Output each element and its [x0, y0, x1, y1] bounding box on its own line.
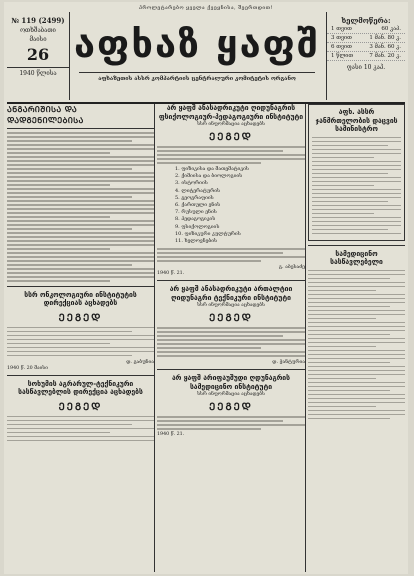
subscription-row: 1 წლით 7 მან. 20 კ. — [327, 52, 405, 61]
notice-signature: გ. აბესაძე — [279, 264, 305, 271]
issue-month: მაისი — [29, 36, 47, 43]
notice-heading: აფხ. ასსრ ჯანმრთელობის დაცვის სამინისტრო — [315, 108, 398, 133]
section-rule — [7, 375, 154, 376]
list-item: 9. ფსიქოლოგიის — [175, 223, 220, 230]
notice-date: 1940 წ. 20 მაისი — [7, 365, 48, 371]
list-item: 5. გეოგრაფიის — [175, 194, 214, 201]
issue-weekday: ოთხშაბათი — [20, 27, 56, 34]
slogan: პროლეტარებო ყველა ქვეყნისა, შეერთდით! — [138, 5, 273, 11]
right-column — [308, 104, 405, 422]
notice-title: ᲔᲔᲒᲔᲓ — [58, 401, 103, 413]
notice-date: 1940 წ. 21. — [157, 432, 185, 438]
subscription-row: 6 თვით 3 მან. 60 კ. — [327, 43, 405, 52]
text-block — [7, 416, 154, 442]
notice-heading: არ ყაფშ ანასადრიკუტი ღიდუნაგრის ფსიქოლოგიურ-პედაგოგიური ინსტიტუტი — [158, 104, 304, 121]
notice-heading: სსრ ონკოლოგიური ინსტიტუტის დირექციას აცხადებს — [24, 290, 137, 307]
left-band-heading: ᲐᲜᲒᲐᲠᲘᲨᲘᲡᲐ ᲓᲐ ᲓᲐᲓᲒᲔᲜᲘᲚᲔᲑᲘᲡᲐ — [7, 104, 154, 129]
list-item: 10. ფიზიკური კულტურის — [175, 230, 241, 237]
text-block — [157, 248, 305, 262]
notice-note: სსრ ინფორმაცია აცხადებს — [197, 303, 265, 309]
right-notice-box — [308, 104, 405, 241]
notice-signature: დ. გაბუნია — [126, 358, 154, 365]
price-footer: ფასი 10 კაპ. — [346, 64, 386, 71]
issue-number: № 119 (2499) — [11, 16, 65, 25]
text-block — [312, 137, 401, 235]
masthead — [7, 12, 405, 104]
notice-heading: არ ყაფშ არიფაუშუდი ღდუნაგრის სამედიცინო ინსტიტუტი — [171, 374, 290, 391]
list-item: 6. ქართული ენის — [175, 202, 221, 209]
list-item: 8. პედაგოგიკის — [175, 216, 216, 223]
list-item: 11. ხელოვნების — [175, 238, 218, 245]
notice-date: 1940 წ. 21. — [157, 271, 185, 277]
list-item: 4. ლიტერატურის — [175, 187, 221, 194]
text-block — [157, 416, 305, 430]
notice-title: ᲔᲔᲒᲔᲓ — [209, 313, 253, 325]
section-rule — [308, 245, 405, 246]
newspaper-page — [4, 2, 408, 574]
title-block — [73, 12, 321, 100]
newspaper-title: აფხაზ ყაფშ — [73, 22, 321, 66]
notice-title: ᲔᲔᲒᲔᲓ — [209, 132, 253, 143]
subscription-row: 3 თვით 1 მან. 80 კ. — [327, 34, 405, 43]
notice-heading: არ ყაფშ ანასადრიკუტი ართალტიი ღიდუნაგრი ტექნიკური ინსტიტუტი — [169, 285, 293, 302]
section-rule — [7, 286, 154, 287]
text-block — [308, 270, 405, 420]
notice-signature: დ. ჭანტურია — [272, 359, 305, 366]
notice-note: სსრ ინფორმაცია აცხადებს — [197, 392, 265, 398]
notice-note: სსრ ინფორმაცია აცხადებს — [197, 122, 265, 127]
text-block — [157, 146, 305, 164]
list-item: 2. ქიმიისა და ბიოლოგიის — [175, 173, 243, 180]
issue-year: 1940 წლისა — [7, 67, 69, 77]
section-rule — [157, 369, 305, 370]
notice-heading: სამედიცინო სასწავლებელი — [330, 249, 383, 266]
subscription-row: 1 თვით 60 კაპ. — [327, 25, 405, 34]
text-block — [7, 327, 154, 357]
notice-title: ᲔᲔᲒᲔᲓ — [58, 312, 103, 324]
notice-title: ᲔᲔᲒᲔᲓ — [209, 402, 253, 414]
text-block — [7, 132, 154, 282]
middle-column — [157, 104, 305, 437]
section-rule — [157, 280, 305, 281]
list-item: 1. ფიზიკისა და მათემატიკის — [175, 166, 249, 172]
notice-heading: სოხუმის აგრარულ-ტექნიკური სასწავლებლის დირექცია აცხადებს — [18, 379, 143, 396]
list-item: 7. რუსული ენის — [175, 209, 217, 216]
issue-day: 26 — [26, 45, 50, 64]
faculty-list — [175, 166, 305, 245]
newspaper-subtitle: აფხაზეთის ასსრ კომპარტიის ცენტრალური კომიტეტის ორგანო — [79, 72, 315, 82]
left-column — [7, 104, 154, 444]
subscription-box — [326, 12, 405, 100]
column-rule — [305, 104, 306, 572]
list-item: 3. ისტორიის — [175, 180, 208, 187]
subscription-header: ხელმოწერა: — [341, 16, 391, 25]
issue-box — [7, 12, 70, 100]
column-rule — [154, 104, 155, 572]
text-block — [157, 327, 305, 357]
